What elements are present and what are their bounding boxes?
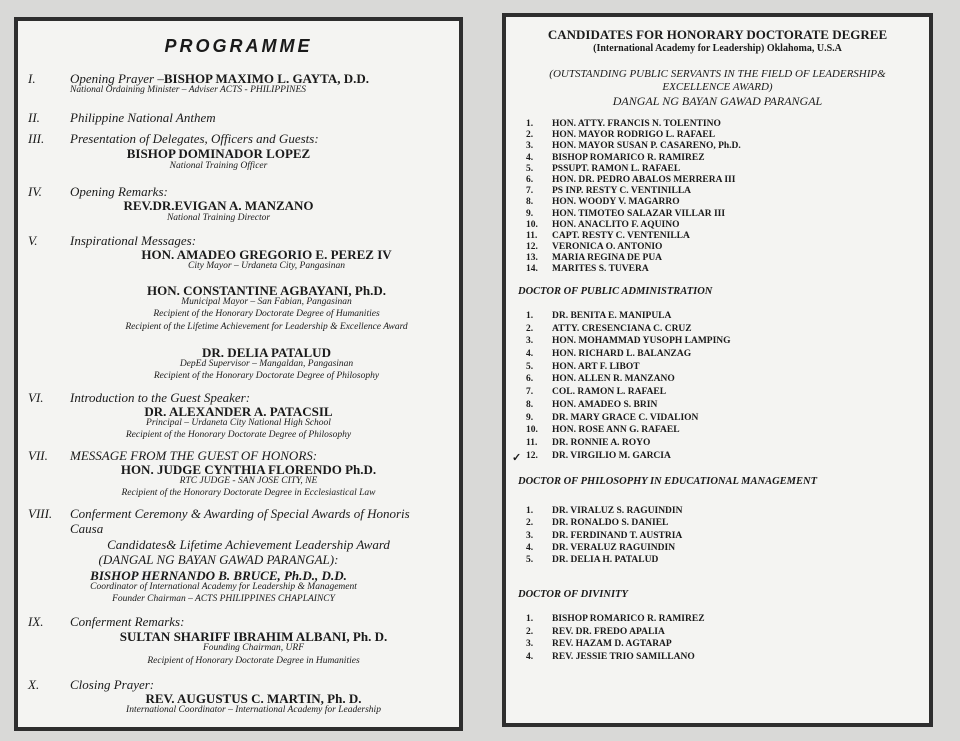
item-number: 9. <box>526 412 534 423</box>
item-number: 3. <box>526 336 534 347</box>
dd-list <box>526 614 705 665</box>
item-number: 10. <box>526 219 538 230</box>
check-mark-icon: ✓ <box>512 451 522 464</box>
speaker-role: Founder Chairman – ACTS PHILIPPINES CHAPLAINCY <box>112 594 335 604</box>
section-heading: DOCTOR OF DIVINITY <box>518 589 628 600</box>
candidate-name: HON. ATTY. FRANCIS N. TOLENTINO <box>552 119 721 129</box>
candidate-name: REV. HAZAM D. AGTARAP <box>552 639 672 650</box>
item-number: 6. <box>526 174 534 185</box>
numeral: VI. <box>28 390 44 405</box>
candidate-item <box>526 324 731 337</box>
candidate-item <box>526 175 741 186</box>
numeral: VII. <box>28 448 48 463</box>
speaker-role: RTC JUDGE - SAN JOSE CITY, NE <box>179 476 318 486</box>
numeral: X. <box>28 677 40 692</box>
candidate-item <box>526 264 741 275</box>
speaker-role: National Training Officer <box>169 161 268 171</box>
item-number: 4. <box>526 349 534 360</box>
item-number: 12. <box>526 450 538 461</box>
candidate-item <box>526 336 731 349</box>
candidate-name: REV. JESSIE TRIO SAMILLANO <box>552 652 695 663</box>
award-line: (DANGAL NG BAYAN GAWAD PARANGAL): <box>98 552 339 567</box>
item-heading: Conferment Remarks: <box>70 614 185 629</box>
item-number: 7. <box>526 387 534 398</box>
speaker-role: Principal – Urdaneta City National High School <box>146 418 331 428</box>
item-number: 1. <box>526 614 534 624</box>
candidate-name: VERONICA O. ANTONIO <box>552 242 663 253</box>
candidate-item <box>526 639 705 652</box>
candidate-item <box>526 543 682 555</box>
speaker-role: Recipient of Honorary Doctorate Degree in Humanities <box>147 656 360 666</box>
candidates-title: CANDIDATES FOR HONORARY DOCTORATE DEGREE <box>547 27 888 42</box>
numeral: II. <box>28 110 40 125</box>
candidate-item <box>526 400 731 413</box>
candidate-name: DR. BENITA E. MANIPULA <box>552 311 672 321</box>
speaker-name: HON. CONSTANTINE AGBAYANI, Ph.D. <box>147 283 386 298</box>
dangal-list <box>526 119 741 276</box>
item-heading: Opening Remarks: <box>70 184 168 199</box>
item-number: 10. <box>526 425 538 436</box>
item-number: 8. <box>526 399 534 410</box>
candidate-item <box>526 425 731 438</box>
item-number: 3. <box>526 639 534 650</box>
candidate-item <box>526 438 731 451</box>
candidate-name: ATTY. CRESENCIANA C. CRUZ <box>552 323 692 334</box>
candidate-item <box>526 242 741 253</box>
item-number: 1. <box>526 311 534 321</box>
item-number: 5. <box>526 163 534 174</box>
candidate-name: MARIA REGINA DE PUA <box>552 253 663 264</box>
speaker-role: City Mayor – Urdaneta City, Pangasinan <box>188 261 345 271</box>
candidate-item <box>526 518 682 530</box>
candidate-item <box>526 506 682 518</box>
item-number: 14. <box>526 264 538 275</box>
candidate-name: DR. RONNIE A. ROYO <box>552 437 651 448</box>
speaker-role: Founding Chairman, URF <box>202 643 305 653</box>
candidate-name: CAPT. RESTY C. VENTENILLA <box>552 230 690 241</box>
candidate-name: COL. RAMON L. RAFAEL <box>552 387 667 398</box>
candidate-item <box>526 197 741 208</box>
candidate-name: DR. VERALUZ RAGUINDIN <box>552 542 676 553</box>
section-heading: DOCTOR OF PHILOSOPHY IN EDUCATIONAL MANAGEMENT <box>518 476 817 487</box>
candidate-item <box>526 627 705 640</box>
candidate-item <box>526 349 731 362</box>
candidate-item <box>526 387 731 400</box>
programme-title: PROGRAMME <box>164 36 313 56</box>
speaker-name: HON. AMADEO GREGORIO E. PEREZ IV <box>141 247 392 262</box>
item-heading: Presentation of Delegates, Officers and Guests: <box>70 131 319 146</box>
candidate-item <box>526 362 731 375</box>
candidate-name: HON. TIMOTEO SALAZAR VILLAR III <box>552 208 726 219</box>
speaker-role: Recipient of the Honorary Doctorate Degree in Ecclesiastical Law <box>121 488 376 498</box>
candidate-name: MARITES S. TUVERA <box>552 264 649 275</box>
candidate-item <box>512 450 731 464</box>
award-line: Candidates& Lifetime Achievement Leadership Award <box>107 537 390 552</box>
item-number: 13. <box>526 253 538 264</box>
candidates-subtitle: (International Academy for Leadership) Oklahoma, U.S.A <box>593 43 842 54</box>
speaker-role: Recipient of the Honorary Doctorate Degree of Philosophy <box>125 430 352 440</box>
item-sub: National Ordaining Minister – Adviser ACTS - PHILIPPINES <box>70 85 307 95</box>
item-heading: Opening Prayer –BISHOP MAXIMO L. GAYTA, D.D. <box>70 71 370 86</box>
item-number: 3. <box>526 530 534 541</box>
item-number: 1. <box>526 506 534 516</box>
item-heading: Closing Prayer: <box>70 677 155 692</box>
item-number: 11. <box>526 230 538 241</box>
candidate-item <box>526 374 731 387</box>
candidate-item <box>526 413 731 426</box>
speaker-name: BISHOP HERNANDO B. BRUCE, Ph.D., D.D. <box>90 568 347 583</box>
item-heading: MESSAGE FROM THE GUEST OF HONORS: <box>70 448 318 463</box>
speaker-name: HON. JUDGE CYNTHIA FLORENDO Ph.D. <box>120 462 377 477</box>
item-number: 3. <box>526 141 534 152</box>
candidate-name: DR. VIRGILIO M. GARCIA <box>552 450 671 461</box>
candidate-item <box>526 531 682 543</box>
officiant-name: BISHOP MAXIMO L. GAYTA, D.D. <box>163 71 370 86</box>
candidate-item <box>526 119 741 130</box>
candidate-item <box>526 652 705 665</box>
item-number: 9. <box>526 208 534 219</box>
item-number: 5. <box>526 361 534 372</box>
speaker-role: Recipient of the Honorary Doctorate Degree of Humanities <box>153 309 380 319</box>
candidate-item <box>526 153 741 164</box>
candidate-item <box>526 130 741 141</box>
candidate-item <box>526 311 731 324</box>
item-number: 2. <box>526 518 534 529</box>
speaker-role: Coordinator of International Academy for Leadership & Management <box>90 582 357 592</box>
candidate-name: DR. FERDINAND T. AUSTRIA <box>552 530 683 541</box>
dpa-list <box>512 311 731 464</box>
candidate-item <box>526 209 741 220</box>
speaker-role: International Coordinator – International Academy for Leadership <box>126 705 381 715</box>
candidate-name: HON. ANACLITO F. AQUINO <box>552 219 680 230</box>
item-number: 2. <box>526 626 534 637</box>
item-number: 12. <box>526 242 538 253</box>
candidate-item <box>526 555 682 567</box>
candidate-item <box>526 164 741 175</box>
candidate-name: PSSUPT. RAMON L. RAFAEL <box>552 163 681 174</box>
candidate-name: PS INP. RESTY C. VENTINILLA <box>552 186 692 197</box>
item-number: 2. <box>526 130 534 141</box>
speaker-name: REV.DR.EVIGAN A. MANZANO <box>123 198 314 213</box>
candidate-item <box>526 186 741 197</box>
speaker-role: Recipient of the Lifetime Achievement for Leadership & Excellence Award <box>125 322 408 332</box>
candidate-item <box>526 253 741 264</box>
numeral: V. <box>28 233 38 248</box>
speaker-role: Municipal Mayor – San Fabian, Pangasinan <box>181 297 352 307</box>
candidate-name: DR. VIRALUZ S. RAGUINDIN <box>552 506 683 516</box>
item-number: 7. <box>526 186 534 197</box>
candidate-name: DR. RONALDO S. DANIEL <box>552 518 669 529</box>
award-line: EXCELLENCE AWARD) <box>662 81 773 93</box>
item-heading: Introduction to the Guest Speaker: <box>70 390 251 405</box>
candidate-name: HON. WOODY V. MAGARRO <box>552 197 680 208</box>
item-number: 1. <box>526 119 534 129</box>
numeral: IX. <box>28 614 44 629</box>
candidate-item <box>526 220 741 231</box>
item-number: 4. <box>526 542 534 553</box>
item-number: 5. <box>526 555 534 566</box>
candidate-name: BISHOP ROMARICO R. RAMIREZ <box>552 152 705 163</box>
candidate-name: HON. DR. PEDRO ABALOS MERRERA III <box>552 174 736 185</box>
speaker-name: DR. DELIA PATALUD <box>202 345 331 360</box>
item-number: 2. <box>526 323 534 334</box>
candidate-name: HON. AMADEO S. BRIN <box>552 399 658 410</box>
candidate-name: HON. RICHARD L. BALANZAG <box>552 349 692 360</box>
item-heading: Conferment Ceremony & Awarding of Special Awards of Honoris <box>70 506 410 521</box>
numeral: I. <box>28 71 36 86</box>
speaker-name: SULTAN SHARIFF IBRAHIM ALBANI, Ph. D. <box>119 629 388 644</box>
item-heading: Inspirational Messages: <box>70 233 197 248</box>
item-number: 4. <box>526 652 534 663</box>
dpem-list <box>526 506 682 567</box>
candidate-name: REV. DR. FREDO APALIA <box>552 626 665 637</box>
item-heading-cont: Causa <box>70 521 104 536</box>
section-heading: DOCTOR OF PUBLIC ADMINISTRATION <box>518 286 713 297</box>
candidate-item <box>526 141 741 152</box>
award-line: (OUTSTANDING PUBLIC SERVANTS IN THE FIELD OF LEADERSHIP& <box>549 68 886 80</box>
numeral: IV. <box>28 184 42 199</box>
item-number: 11. <box>526 437 538 448</box>
candidates-page <box>502 13 933 727</box>
award-line: DANGAL NG BAYAN GAWAD PARANGAL <box>612 94 823 108</box>
candidate-name: HON. ROSE ANN G. RAFAEL <box>552 425 680 436</box>
speaker-role: National Training Director <box>166 213 271 223</box>
speaker-role: Recipient of the Honorary Doctorate Degree of Philosophy <box>153 371 380 381</box>
speaker-name: REV. AUGUSTUS C. MARTIN, Ph. D. <box>145 691 362 706</box>
candidate-name: HON. ALLEN R. MANZANO <box>552 374 675 385</box>
candidate-name: DR. DELIA H. PATALUD <box>552 555 659 566</box>
numeral: VIII. <box>28 506 53 521</box>
item-heading: Philippine National Anthem <box>70 110 216 125</box>
numeral: III. <box>28 131 45 146</box>
speaker-role: DepEd Supervisor – Mangaldan, Pangasinan <box>179 359 354 369</box>
candidate-item <box>526 231 741 242</box>
candidate-name: DR. MARY GRACE C. VIDALION <box>552 412 699 423</box>
speaker-name: DR. ALEXANDER A. PATACSIL <box>144 404 333 419</box>
item-number: 4. <box>526 152 534 163</box>
candidate-name: HON. MOHAMMAD YUSOPH LAMPING <box>552 336 731 347</box>
candidate-item <box>526 614 705 627</box>
programme-page <box>14 17 463 731</box>
candidate-name: HON. MAYOR SUSAN P. CASARENO, Ph.D. <box>552 141 741 152</box>
candidate-name: BISHOP ROMARICO R. RAMIREZ <box>552 614 705 624</box>
candidate-name: HON. ART F. LIBOT <box>552 361 640 372</box>
item-number: 8. <box>526 197 534 208</box>
candidate-name: HON. MAYOR RODRIGO L. RAFAEL <box>552 130 716 141</box>
speaker-name: BISHOP DOMINADOR LOPEZ <box>126 146 311 161</box>
item-number: 6. <box>526 374 534 385</box>
